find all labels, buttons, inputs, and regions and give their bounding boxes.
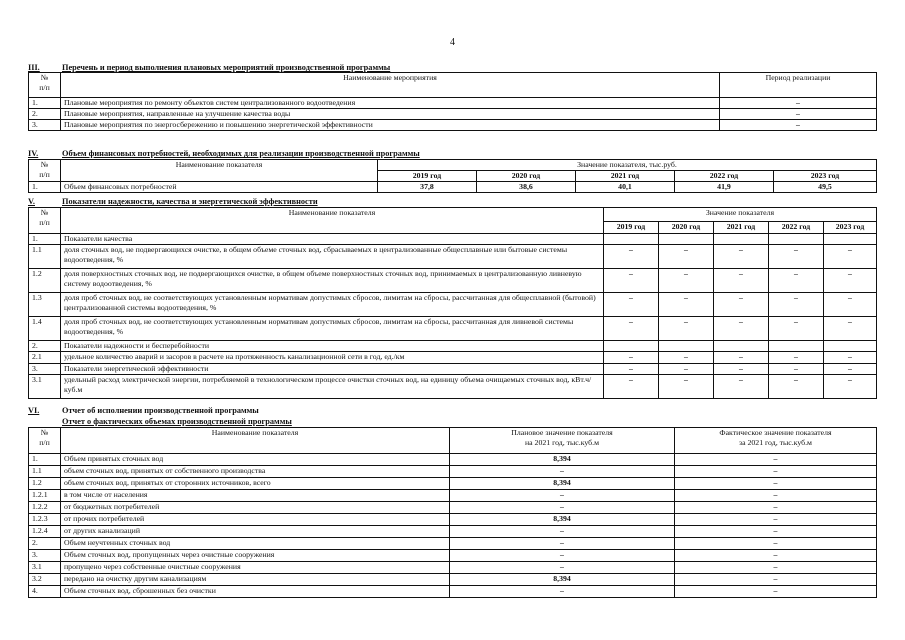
section-6-subtitle: [62, 417, 292, 427]
value-cell: –: [714, 364, 769, 375]
row-number: 2.: [29, 109, 61, 120]
plan-value: –: [450, 466, 675, 478]
year-header: 2023 год: [774, 171, 877, 182]
col-period-header: Период реализации: [720, 73, 877, 98]
year-header: 2019 год: [378, 171, 477, 182]
row-name: Показатели качества: [61, 234, 604, 245]
value-cell: [714, 341, 769, 352]
plan-value: 8,394: [450, 574, 675, 586]
row-name: в том числе от населения: [61, 490, 450, 502]
row-number: 1.2.1: [29, 490, 61, 502]
value-cell: –: [769, 317, 824, 341]
indicators-table: [28, 207, 877, 399]
row-number: 2.: [29, 538, 61, 550]
value-cell: –: [659, 364, 714, 375]
table-row: [29, 574, 877, 586]
plan-value: 8,394: [450, 478, 675, 490]
plan-value: –: [450, 538, 675, 550]
row-name: доля поверхностных сточных вод, не подвергающихся очистке, в общем объеме поверхностных сточных вод, принимаемых в централизованную ливневую систему водоотведения, %: [61, 269, 604, 293]
row-name: Объем сточных вод, пропущенных через очистные сооружения: [61, 550, 450, 562]
value-cell: 40,1: [576, 182, 675, 193]
section-4-number: IV.: [28, 149, 39, 158]
year-header: 2021 год: [714, 222, 769, 234]
col-plan-header: Плановое значение показателя на 2021 год, тыс.куб.м: [450, 428, 675, 454]
row-name: доля проб сточных вод, не соответствующих установленным нормативам допустимых сбросов, лимитам на сбросы, рассчитанная для общесплавной (бытовой) централизованной системы водоотведения, %: [61, 293, 604, 317]
row-number: 1.: [29, 98, 61, 109]
value-cell: –: [604, 245, 659, 269]
activities-table: [28, 72, 877, 131]
row-period: –: [720, 109, 877, 120]
row-number: 2.1: [29, 352, 61, 364]
value-cell: –: [824, 293, 877, 317]
fact-value: –: [675, 478, 877, 490]
value-cell: –: [604, 364, 659, 375]
table-row: [29, 234, 877, 245]
fact-value: –: [675, 502, 877, 514]
report-table: [28, 427, 877, 598]
value-cell: –: [714, 269, 769, 293]
row-name: Показатели надежности и бесперебойности: [61, 341, 604, 352]
row-number: 1.2: [29, 269, 61, 293]
col-fact-header: Фактическое значение показателя за 2021 год, тыс.куб.м: [675, 428, 877, 454]
row-name: от других канализаций: [61, 526, 450, 538]
col-name-header: Наименование показателя: [61, 160, 378, 182]
row-name: от бюджетных потребителей: [61, 502, 450, 514]
plan-value: 8,394: [450, 514, 675, 526]
value-cell: –: [769, 293, 824, 317]
row-name: удельный расход электрической энергии, потребляемой в технологическом процессе очистки сточных вод, на единицу объема очищаемых сточных вод, кВт.ч/куб.м: [61, 375, 604, 399]
row-number: 3.: [29, 120, 61, 131]
row-name: Показатели энергетической эффективности: [61, 364, 604, 375]
value-cell: –: [824, 352, 877, 364]
table-row: [29, 245, 877, 269]
value-cell: –: [659, 269, 714, 293]
table-row: [29, 514, 877, 526]
plan-value: –: [450, 550, 675, 562]
table-row: [29, 269, 877, 293]
value-cell: –: [714, 375, 769, 399]
section-5-title: Показатели надежности, качества и энергетической эффективности: [62, 197, 318, 206]
value-cell: [769, 341, 824, 352]
table-row: [29, 352, 877, 364]
table-row: [29, 293, 877, 317]
row-name: Объем финансовых потребностей: [61, 182, 378, 193]
col-no-header: № п/п: [29, 160, 61, 182]
table-row: [29, 317, 877, 341]
row-name: доля проб сточных вод, не соответствующих установленным нормативам допустимых сбросов, лимитам на сбросы, рассчитанная для ливневой системы водоотведения, %: [61, 317, 604, 341]
table-row: [29, 375, 877, 399]
section-6-title: Отчет об исполнении производственной программы: [62, 406, 259, 415]
row-name: Объем принятых сточных вод: [61, 454, 450, 466]
row-number: 3.2: [29, 574, 61, 586]
fact-value: –: [675, 490, 877, 502]
section-4-title: Объем финансовых потребностей, необходимых для реализации производственной программы: [62, 149, 420, 158]
row-number: 2.: [29, 341, 61, 352]
value-cell: 37,8: [378, 182, 477, 193]
row-number: 1.: [29, 454, 61, 466]
row-name: Плановые мероприятия по энергосбережению и повышению энергетической эффективности: [61, 120, 720, 131]
plan-value: 8,394: [450, 454, 675, 466]
row-name: пропущено через собственные очистные сооружения: [61, 562, 450, 574]
value-cell: 49,5: [774, 182, 877, 193]
value-cell: –: [824, 269, 877, 293]
row-number: 1.2: [29, 478, 61, 490]
row-number: 3.: [29, 550, 61, 562]
value-cell: –: [714, 293, 769, 317]
value-cell: –: [824, 317, 877, 341]
value-cell: –: [604, 269, 659, 293]
row-number: 1.4: [29, 317, 61, 341]
value-cell: –: [659, 293, 714, 317]
col-name-header: Наименование показателя: [61, 208, 604, 234]
fact-value: –: [675, 562, 877, 574]
year-header: 2022 год: [675, 171, 774, 182]
col-no-header: № п/п: [29, 208, 61, 234]
value-cell: –: [714, 245, 769, 269]
year-header: 2021 год: [576, 171, 675, 182]
row-number: 1.1: [29, 466, 61, 478]
section-3-title: Перечень и период выполнения плановых мероприятий производственной программы: [62, 63, 391, 72]
row-period: –: [720, 120, 877, 131]
row-name: объем сточных вод, принятых от сторонних источников, всего: [61, 478, 450, 490]
value-cell: –: [604, 317, 659, 341]
section-6-number: VI.: [28, 406, 40, 415]
value-cell: [824, 341, 877, 352]
value-cell: –: [659, 352, 714, 364]
row-name: объем сточных вод, принятых от собственного производства: [61, 466, 450, 478]
row-name: Плановые мероприятия по ремонту объектов систем централизованного водоотведения: [61, 98, 720, 109]
value-cell: –: [659, 317, 714, 341]
section-4-heading: [28, 149, 420, 159]
plan-value: –: [450, 490, 675, 502]
row-name: удельное количество аварий и засоров в расчете на протяженность канализационной сети в год, ед./км: [61, 352, 604, 364]
row-number: 1.1: [29, 245, 61, 269]
value-cell: –: [769, 375, 824, 399]
section-5-number: V.: [28, 197, 35, 206]
table-row: [29, 341, 877, 352]
fact-value: –: [675, 526, 877, 538]
value-cell: [604, 341, 659, 352]
row-number: 1.: [29, 234, 61, 245]
row-number: 1.: [29, 182, 61, 193]
row-number: 1.2.2: [29, 502, 61, 514]
value-cell: –: [604, 375, 659, 399]
year-header: 2020 год: [477, 171, 576, 182]
table-row: [29, 466, 877, 478]
value-cell: –: [769, 245, 824, 269]
table-row: [29, 120, 877, 131]
table-row: [29, 538, 877, 550]
table-row: [29, 526, 877, 538]
value-cell: [659, 341, 714, 352]
table-row: [29, 364, 877, 375]
table-row: [29, 562, 877, 574]
row-period: –: [720, 98, 877, 109]
row-number: 1.2.4: [29, 526, 61, 538]
table-row: [29, 454, 877, 466]
value-cell: –: [604, 352, 659, 364]
fact-value: –: [675, 538, 877, 550]
row-number: 3.1: [29, 375, 61, 399]
plan-value: –: [450, 502, 675, 514]
section-3-number: III.: [28, 63, 40, 72]
row-number: 3.: [29, 364, 61, 375]
fact-value: –: [675, 454, 877, 466]
value-cell: –: [714, 317, 769, 341]
row-name: передано на очистку другим канализациям: [61, 574, 450, 586]
col-value-header: Значение показателя, тыс.руб.: [378, 160, 877, 171]
value-cell: [604, 234, 659, 245]
row-name: доля сточных вод, не подвергающихся очистке, в общем объеме сточных вод, сбрасываемых в централизованные общесплавные или бытовые системы водоотведения, %: [61, 245, 604, 269]
table-row: [29, 502, 877, 514]
table-row: [29, 182, 877, 193]
section-5-heading: [28, 197, 318, 207]
row-number: 4.: [29, 586, 61, 598]
section-6-heading: [28, 406, 259, 416]
fact-value: –: [675, 574, 877, 586]
value-cell: –: [824, 364, 877, 375]
value-cell: –: [714, 352, 769, 364]
year-header: 2022 год: [769, 222, 824, 234]
row-name: от прочих потребителей: [61, 514, 450, 526]
value-cell: 41,9: [675, 182, 774, 193]
value-cell: –: [769, 352, 824, 364]
section-6-subtitle-text: Отчет о фактических объемах производственной программы: [62, 417, 292, 426]
fact-value: –: [675, 514, 877, 526]
fact-value: –: [675, 466, 877, 478]
col-no-header: № п/п: [29, 73, 61, 98]
row-number: 1.3: [29, 293, 61, 317]
value-cell: 38,6: [477, 182, 576, 193]
fact-value: –: [675, 550, 877, 562]
fact-value: –: [675, 586, 877, 598]
year-header: 2020 год: [659, 222, 714, 234]
value-cell: –: [824, 375, 877, 399]
financial-needs-table: [28, 159, 877, 193]
value-cell: [769, 234, 824, 245]
table-row: [29, 586, 877, 598]
value-cell: [659, 234, 714, 245]
value-cell: –: [824, 245, 877, 269]
col-name-header: Наименование показателя: [61, 428, 450, 454]
table-row: [29, 98, 877, 109]
row-name: Объем сточных вод, сброшенных без очистки: [61, 586, 450, 598]
col-no-header: № п/п: [29, 428, 61, 454]
value-cell: –: [659, 375, 714, 399]
value-cell: [714, 234, 769, 245]
row-name: Плановые мероприятия, направленные на улучшение качества воды: [61, 109, 720, 120]
row-number: 1.2.3: [29, 514, 61, 526]
page-number: 4: [450, 37, 455, 48]
year-header: 2019 год: [604, 222, 659, 234]
year-header: 2023 год: [824, 222, 877, 234]
row-name: Объем неучтенных сточных вод: [61, 538, 450, 550]
value-cell: [824, 234, 877, 245]
plan-value: –: [450, 562, 675, 574]
table-row: [29, 109, 877, 120]
table-row: [29, 478, 877, 490]
value-cell: –: [604, 293, 659, 317]
col-value-header: Значение показателя: [604, 208, 877, 222]
plan-value: –: [450, 526, 675, 538]
value-cell: –: [769, 269, 824, 293]
table-row: [29, 550, 877, 562]
value-cell: –: [769, 364, 824, 375]
table-row: [29, 490, 877, 502]
row-number: 3.1: [29, 562, 61, 574]
col-name-header: Наименование мероприятия: [61, 73, 720, 98]
value-cell: –: [659, 245, 714, 269]
plan-value: –: [450, 586, 675, 598]
